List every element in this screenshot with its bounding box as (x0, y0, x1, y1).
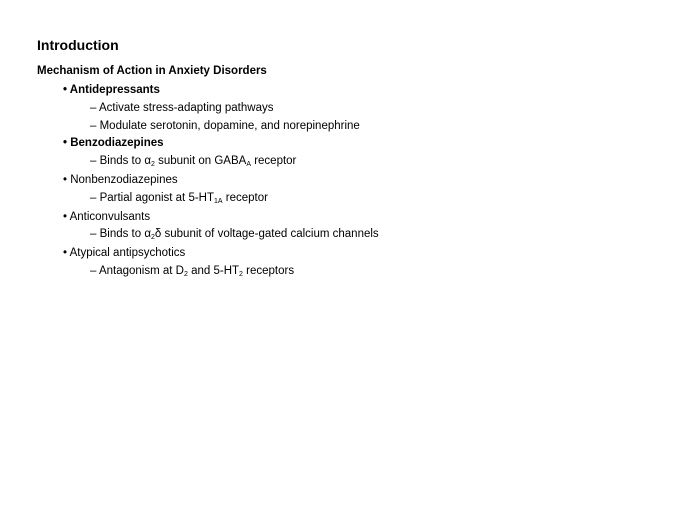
sub-bullet-5ht1a-agonist: – Partial agonist at $5-HT_{1A}$ receptor (90, 191, 268, 205)
sub-bullet-modulate-neurotransmitters: – Modulate serotonin, dopamine, and norepinephrine (90, 119, 360, 132)
sub-bullet-gaba-binding: – Binds to $\alpha_2$ subunit on $GABA_A$ receptor (90, 155, 297, 169)
bullet-list (0, 82, 700, 282)
bullet-atypical-antipsychotics: • Atypical antipsychotics (63, 247, 186, 260)
bullet-anticonvulsants: • Anticonvulsants (63, 210, 151, 223)
sub-bullet-calcium-channels: – Binds to $\alpha_2\delta$ subunit of voltage-gated calcium channels (90, 228, 379, 242)
sub-bullet-stress-pathways: – Activate stress-adapting pathways (90, 101, 274, 114)
bullet-benzodiazepines: • Benzodiazepines (63, 137, 164, 150)
slide-title: Introduction (37, 37, 119, 53)
bullet-antidepressants: • Antidepressants (63, 84, 160, 96)
bullet-nonbenzodiazepines: • Nonbenzodiazepines (63, 173, 178, 186)
slide-subtitle: Mechanism of Action in Anxiety Disorders (37, 65, 267, 77)
sub-bullet-d2-5ht2-antagonism: – Antagonism at $D_2$ and $5-HT_2$ receptors (90, 264, 295, 278)
